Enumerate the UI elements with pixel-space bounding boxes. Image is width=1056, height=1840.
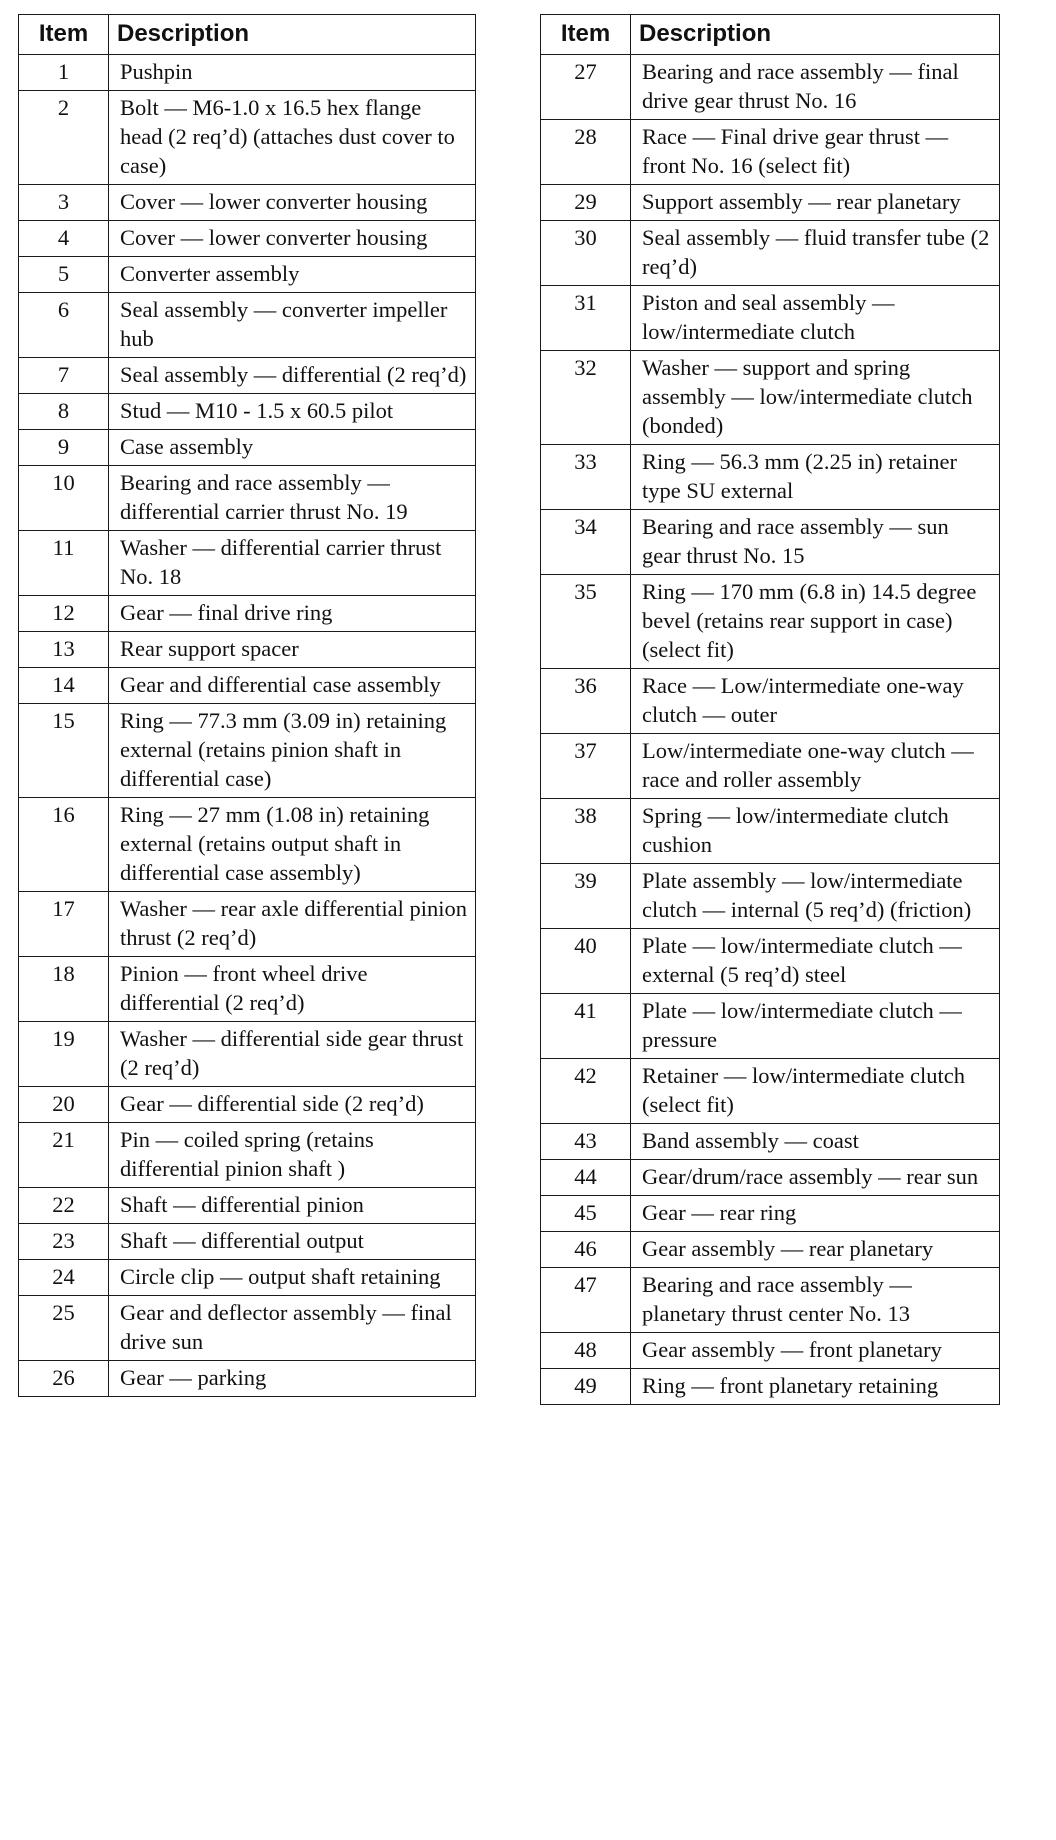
table-row	[541, 1124, 1000, 1160]
table-row	[19, 1224, 476, 1260]
parts-table-left	[18, 14, 476, 1397]
item-number: 37	[541, 734, 631, 799]
item-number: 48	[541, 1333, 631, 1369]
item-description: Gear and differential case assembly	[109, 668, 476, 704]
table-row	[19, 704, 476, 798]
item-description: Band assembly — coast	[631, 1124, 1000, 1160]
item-description: Retainer — low/intermediate clutch (select fit)	[631, 1059, 1000, 1124]
parts-table-right	[540, 14, 1000, 1405]
item-number: 12	[19, 596, 109, 632]
item-number: 30	[541, 221, 631, 286]
item-description: Ring — 27 mm (1.08 in) retaining external (retains output shaft in differential case assembly)	[109, 798, 476, 892]
table-row	[19, 185, 476, 221]
table-row	[19, 358, 476, 394]
table-row	[541, 929, 1000, 994]
table-row	[19, 596, 476, 632]
table-row	[19, 632, 476, 668]
table-row	[541, 734, 1000, 799]
table-row	[19, 91, 476, 185]
item-description: Ring — front planetary retaining	[631, 1369, 1000, 1405]
table-row	[19, 221, 476, 257]
item-description: Shaft — differential output	[109, 1224, 476, 1260]
item-description: Piston and seal assembly — low/intermediate clutch	[631, 286, 1000, 351]
item-number: 5	[19, 257, 109, 293]
item-number: 44	[541, 1160, 631, 1196]
item-description: Washer — support and spring assembly — low/intermediate clutch (bonded)	[631, 351, 1000, 445]
item-number: 17	[19, 892, 109, 957]
item-description: Gear — parking	[109, 1361, 476, 1397]
item-description: Race — Low/intermediate one-way clutch — outer	[631, 669, 1000, 734]
item-description: Shaft — differential pinion	[109, 1188, 476, 1224]
description-column-header: Description	[109, 15, 476, 55]
item-description: Stud — M10 - 1.5 x 60.5 pilot	[109, 394, 476, 430]
table-row	[541, 669, 1000, 734]
table-row	[541, 1232, 1000, 1268]
item-description: Seal assembly — converter impeller hub	[109, 293, 476, 358]
item-number: 14	[19, 668, 109, 704]
table-row	[541, 1196, 1000, 1232]
table-row	[19, 55, 476, 91]
item-description: Washer — differential side gear thrust (2 req’d)	[109, 1022, 476, 1087]
item-description: Plate assembly — low/intermediate clutch — internal (5 req’d) (friction)	[631, 864, 1000, 929]
item-description: Gear assembly — rear planetary	[631, 1232, 1000, 1268]
table-row	[19, 1361, 476, 1397]
item-number: 31	[541, 286, 631, 351]
table-row	[541, 1333, 1000, 1369]
table-row	[541, 1059, 1000, 1124]
item-number: 20	[19, 1087, 109, 1123]
item-number: 46	[541, 1232, 631, 1268]
item-description: Ring — 170 mm (6.8 in) 14.5 degree bevel (retains rear support in case) (select fit)	[631, 575, 1000, 669]
item-number: 35	[541, 575, 631, 669]
item-description: Cover — lower converter housing	[109, 221, 476, 257]
table-row	[541, 1369, 1000, 1405]
item-number: 21	[19, 1123, 109, 1188]
parts-list-left	[19, 55, 476, 1397]
item-number: 15	[19, 704, 109, 798]
item-description: Washer — differential carrier thrust No. 18	[109, 531, 476, 596]
item-description: Race — Final drive gear thrust — front No. 16 (select fit)	[631, 120, 1000, 185]
table-row	[541, 55, 1000, 120]
item-description: Support assembly — rear planetary	[631, 185, 1000, 221]
table-row	[541, 799, 1000, 864]
table-row	[19, 1296, 476, 1361]
item-description: Pin — coiled spring (retains differential pinion shaft )	[109, 1123, 476, 1188]
table-row	[541, 575, 1000, 669]
item-number: 6	[19, 293, 109, 358]
table-row	[19, 394, 476, 430]
item-number: 26	[19, 1361, 109, 1397]
table-row	[541, 510, 1000, 575]
item-description: Plate — low/intermediate clutch — pressure	[631, 994, 1000, 1059]
item-number: 39	[541, 864, 631, 929]
item-description: Gear — rear ring	[631, 1196, 1000, 1232]
item-number: 28	[541, 120, 631, 185]
item-number: 4	[19, 221, 109, 257]
table-row	[541, 221, 1000, 286]
item-column-header: Item	[19, 15, 109, 55]
table-row	[19, 798, 476, 892]
table-row	[541, 994, 1000, 1059]
parts-list-right	[541, 55, 1000, 1405]
item-description: Pinion — front wheel drive differential (2 req’d)	[109, 957, 476, 1022]
item-description: Gear — differential side (2 req’d)	[109, 1087, 476, 1123]
item-description: Ring — 56.3 mm (2.25 in) retainer type SU external	[631, 445, 1000, 510]
item-number: 8	[19, 394, 109, 430]
item-description: Low/intermediate one-way clutch — race and roller assembly	[631, 734, 1000, 799]
item-number: 9	[19, 430, 109, 466]
item-number: 33	[541, 445, 631, 510]
item-number: 10	[19, 466, 109, 531]
item-description: Case assembly	[109, 430, 476, 466]
table-row	[541, 351, 1000, 445]
item-description: Gear assembly — front planetary	[631, 1333, 1000, 1369]
item-description: Pushpin	[109, 55, 476, 91]
item-description: Bearing and race assembly — sun gear thrust No. 15	[631, 510, 1000, 575]
table-row	[19, 668, 476, 704]
table-row	[19, 1022, 476, 1087]
item-number: 7	[19, 358, 109, 394]
item-number: 45	[541, 1196, 631, 1232]
item-description: Circle clip — output shaft retaining	[109, 1260, 476, 1296]
item-number: 42	[541, 1059, 631, 1124]
item-description: Cover — lower converter housing	[109, 185, 476, 221]
item-description: Washer — rear axle differential pinion thrust (2 req’d)	[109, 892, 476, 957]
table-row	[541, 864, 1000, 929]
header-row	[541, 15, 1000, 55]
table-row	[19, 293, 476, 358]
item-description: Gear/drum/race assembly — rear sun	[631, 1160, 1000, 1196]
table-row	[541, 120, 1000, 185]
item-number: 34	[541, 510, 631, 575]
table-row	[541, 1268, 1000, 1333]
item-description: Bearing and race assembly — final drive gear thrust No. 16	[631, 55, 1000, 120]
item-number: 22	[19, 1188, 109, 1224]
table-row	[19, 1123, 476, 1188]
item-number: 47	[541, 1268, 631, 1333]
header-row	[19, 15, 476, 55]
item-description: Bolt — M6-1.0 x 16.5 hex flange head (2 req’d) (attaches dust cover to case)	[109, 91, 476, 185]
table-row	[541, 1160, 1000, 1196]
item-description: Gear and deflector assembly — final drive sun	[109, 1296, 476, 1361]
item-number: 32	[541, 351, 631, 445]
item-description: Bearing and race assembly — differential carrier thrust No. 19	[109, 466, 476, 531]
table-row	[19, 257, 476, 293]
item-number: 3	[19, 185, 109, 221]
table-row	[19, 957, 476, 1022]
table-row	[541, 286, 1000, 351]
item-description: Bearing and race assembly — planetary thrust center No. 13	[631, 1268, 1000, 1333]
item-number: 27	[541, 55, 631, 120]
item-description: Plate — low/intermediate clutch — external (5 req’d) steel	[631, 929, 1000, 994]
item-description: Spring — low/intermediate clutch cushion	[631, 799, 1000, 864]
item-number: 1	[19, 55, 109, 91]
table-row	[19, 1260, 476, 1296]
item-description: Converter assembly	[109, 257, 476, 293]
item-number: 49	[541, 1369, 631, 1405]
item-number: 24	[19, 1260, 109, 1296]
item-number: 25	[19, 1296, 109, 1361]
item-description: Ring — 77.3 mm (3.09 in) retaining external (retains pinion shaft in differential case)	[109, 704, 476, 798]
item-number: 29	[541, 185, 631, 221]
item-description: Seal assembly — fluid transfer tube (2 req’d)	[631, 221, 1000, 286]
item-number: 36	[541, 669, 631, 734]
table-row	[19, 430, 476, 466]
item-description: Rear support spacer	[109, 632, 476, 668]
item-number: 11	[19, 531, 109, 596]
item-description: Seal assembly — differential (2 req’d)	[109, 358, 476, 394]
item-number: 41	[541, 994, 631, 1059]
table-row	[541, 445, 1000, 510]
description-column-header: Description	[631, 15, 1000, 55]
item-column-header: Item	[541, 15, 631, 55]
item-number: 18	[19, 957, 109, 1022]
item-number: 16	[19, 798, 109, 892]
table-row	[19, 466, 476, 531]
item-number: 2	[19, 91, 109, 185]
table-row	[541, 185, 1000, 221]
item-number: 13	[19, 632, 109, 668]
table-row	[19, 1188, 476, 1224]
table-row	[19, 892, 476, 957]
item-description: Gear — final drive ring	[109, 596, 476, 632]
item-number: 43	[541, 1124, 631, 1160]
item-number: 38	[541, 799, 631, 864]
item-number: 19	[19, 1022, 109, 1087]
item-number: 23	[19, 1224, 109, 1260]
item-number: 40	[541, 929, 631, 994]
table-row	[19, 1087, 476, 1123]
table-row	[19, 531, 476, 596]
